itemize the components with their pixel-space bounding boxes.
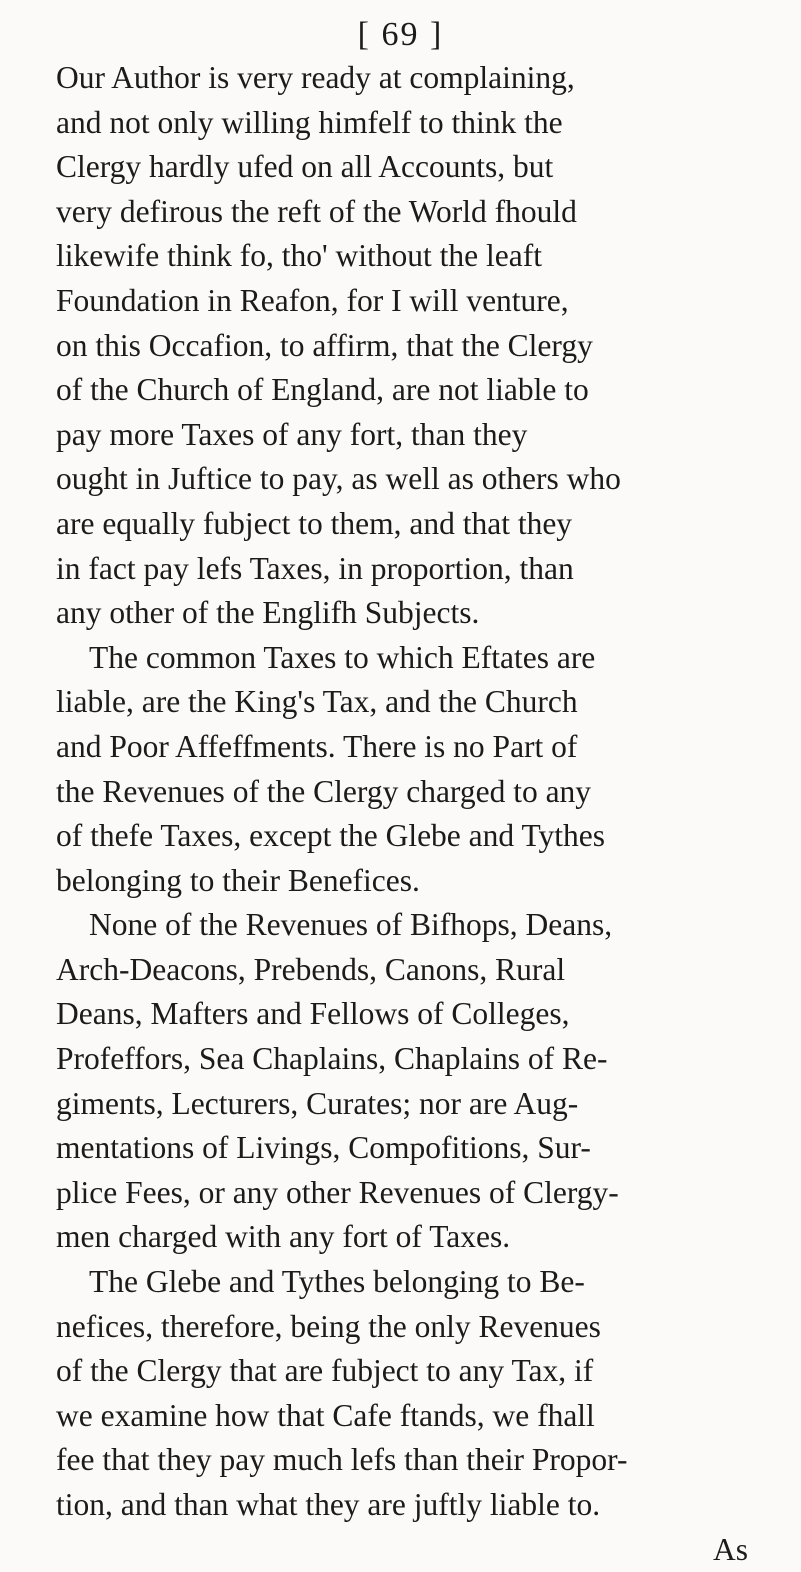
text-line: and not only willing himfelf to think the: [56, 104, 563, 140]
text-line: belonging to their Benefices.: [56, 862, 420, 898]
text-line: nefices, therefore, being the only Revenues: [56, 1308, 601, 1344]
text-line: The Glebe and Tythes belonging to Be-: [89, 1264, 585, 1300]
text-line: Profeffors, Sea Chaplains, Chaplains of Re-: [56, 1041, 608, 1077]
page-number: [ 69 ]: [357, 16, 444, 53]
body-text: [56, 56, 756, 1572]
text-line: Deans, Mafters and Fellows of Colleges,: [56, 996, 570, 1032]
text-line: pay more Taxes of any fort, than they: [56, 416, 528, 452]
text-line: in fact pay lefs Taxes, in proportion, than: [56, 550, 574, 586]
text-line: plice Fees, or any other Revenues of Clergy-: [56, 1174, 619, 1210]
text-line: likewife think fo, tho' without the leaft: [56, 238, 542, 274]
text-line: of the Clergy that are fubject to any Tax, if: [56, 1353, 594, 1389]
catchword: As: [712, 1531, 748, 1567]
text-line: liable, are the King's Tax, and the Church: [56, 684, 578, 720]
text-line: Our Author is very ready at complaining,: [56, 60, 575, 95]
text-line: giments, Lecturers, Curates; nor are Aug-: [56, 1085, 579, 1121]
text-line: the Revenues of the Clergy charged to any: [56, 773, 592, 809]
text-line: any other of the Englifh Subjects.: [56, 595, 480, 631]
text-line: men charged with any fort of Taxes.: [56, 1219, 511, 1255]
text-line: Foundation in Reafon, for I will venture,: [56, 282, 569, 318]
text-line: Arch-Deacons, Prebends, Canons, Rural: [56, 951, 566, 987]
text-line: The common Taxes to which Eftates are: [89, 639, 596, 675]
text-line: None of the Revenues of Bifhops, Deans,: [89, 907, 613, 943]
text-line: on this Occafion, to affirm, that the Clergy: [56, 327, 593, 363]
text-line: we examine how that Cafe ftands, we fhall: [56, 1397, 595, 1433]
text-line: fee that they pay much lefs than their Propor-: [56, 1442, 628, 1478]
text-line: of thefe Taxes, except the Glebe and Tythes: [56, 818, 605, 854]
text-line: Clergy hardly ufed on all Accounts, but: [56, 149, 554, 185]
text-line: and Poor Affeffments. There is no Part of: [56, 728, 578, 764]
text-line: of the Church of England, are not liable to: [56, 372, 589, 408]
text-line: are equally fubject to them, and that they: [56, 505, 573, 541]
text-line: mentations of Livings, Compofitions, Sur-: [56, 1130, 591, 1166]
text-line: very defirous the reft of the World fhould: [56, 193, 577, 229]
text-line: tion, and than what they are juftly liable to.: [56, 1487, 601, 1522]
text-line: ought in Juftice to pay, as well as others who: [56, 461, 621, 497]
